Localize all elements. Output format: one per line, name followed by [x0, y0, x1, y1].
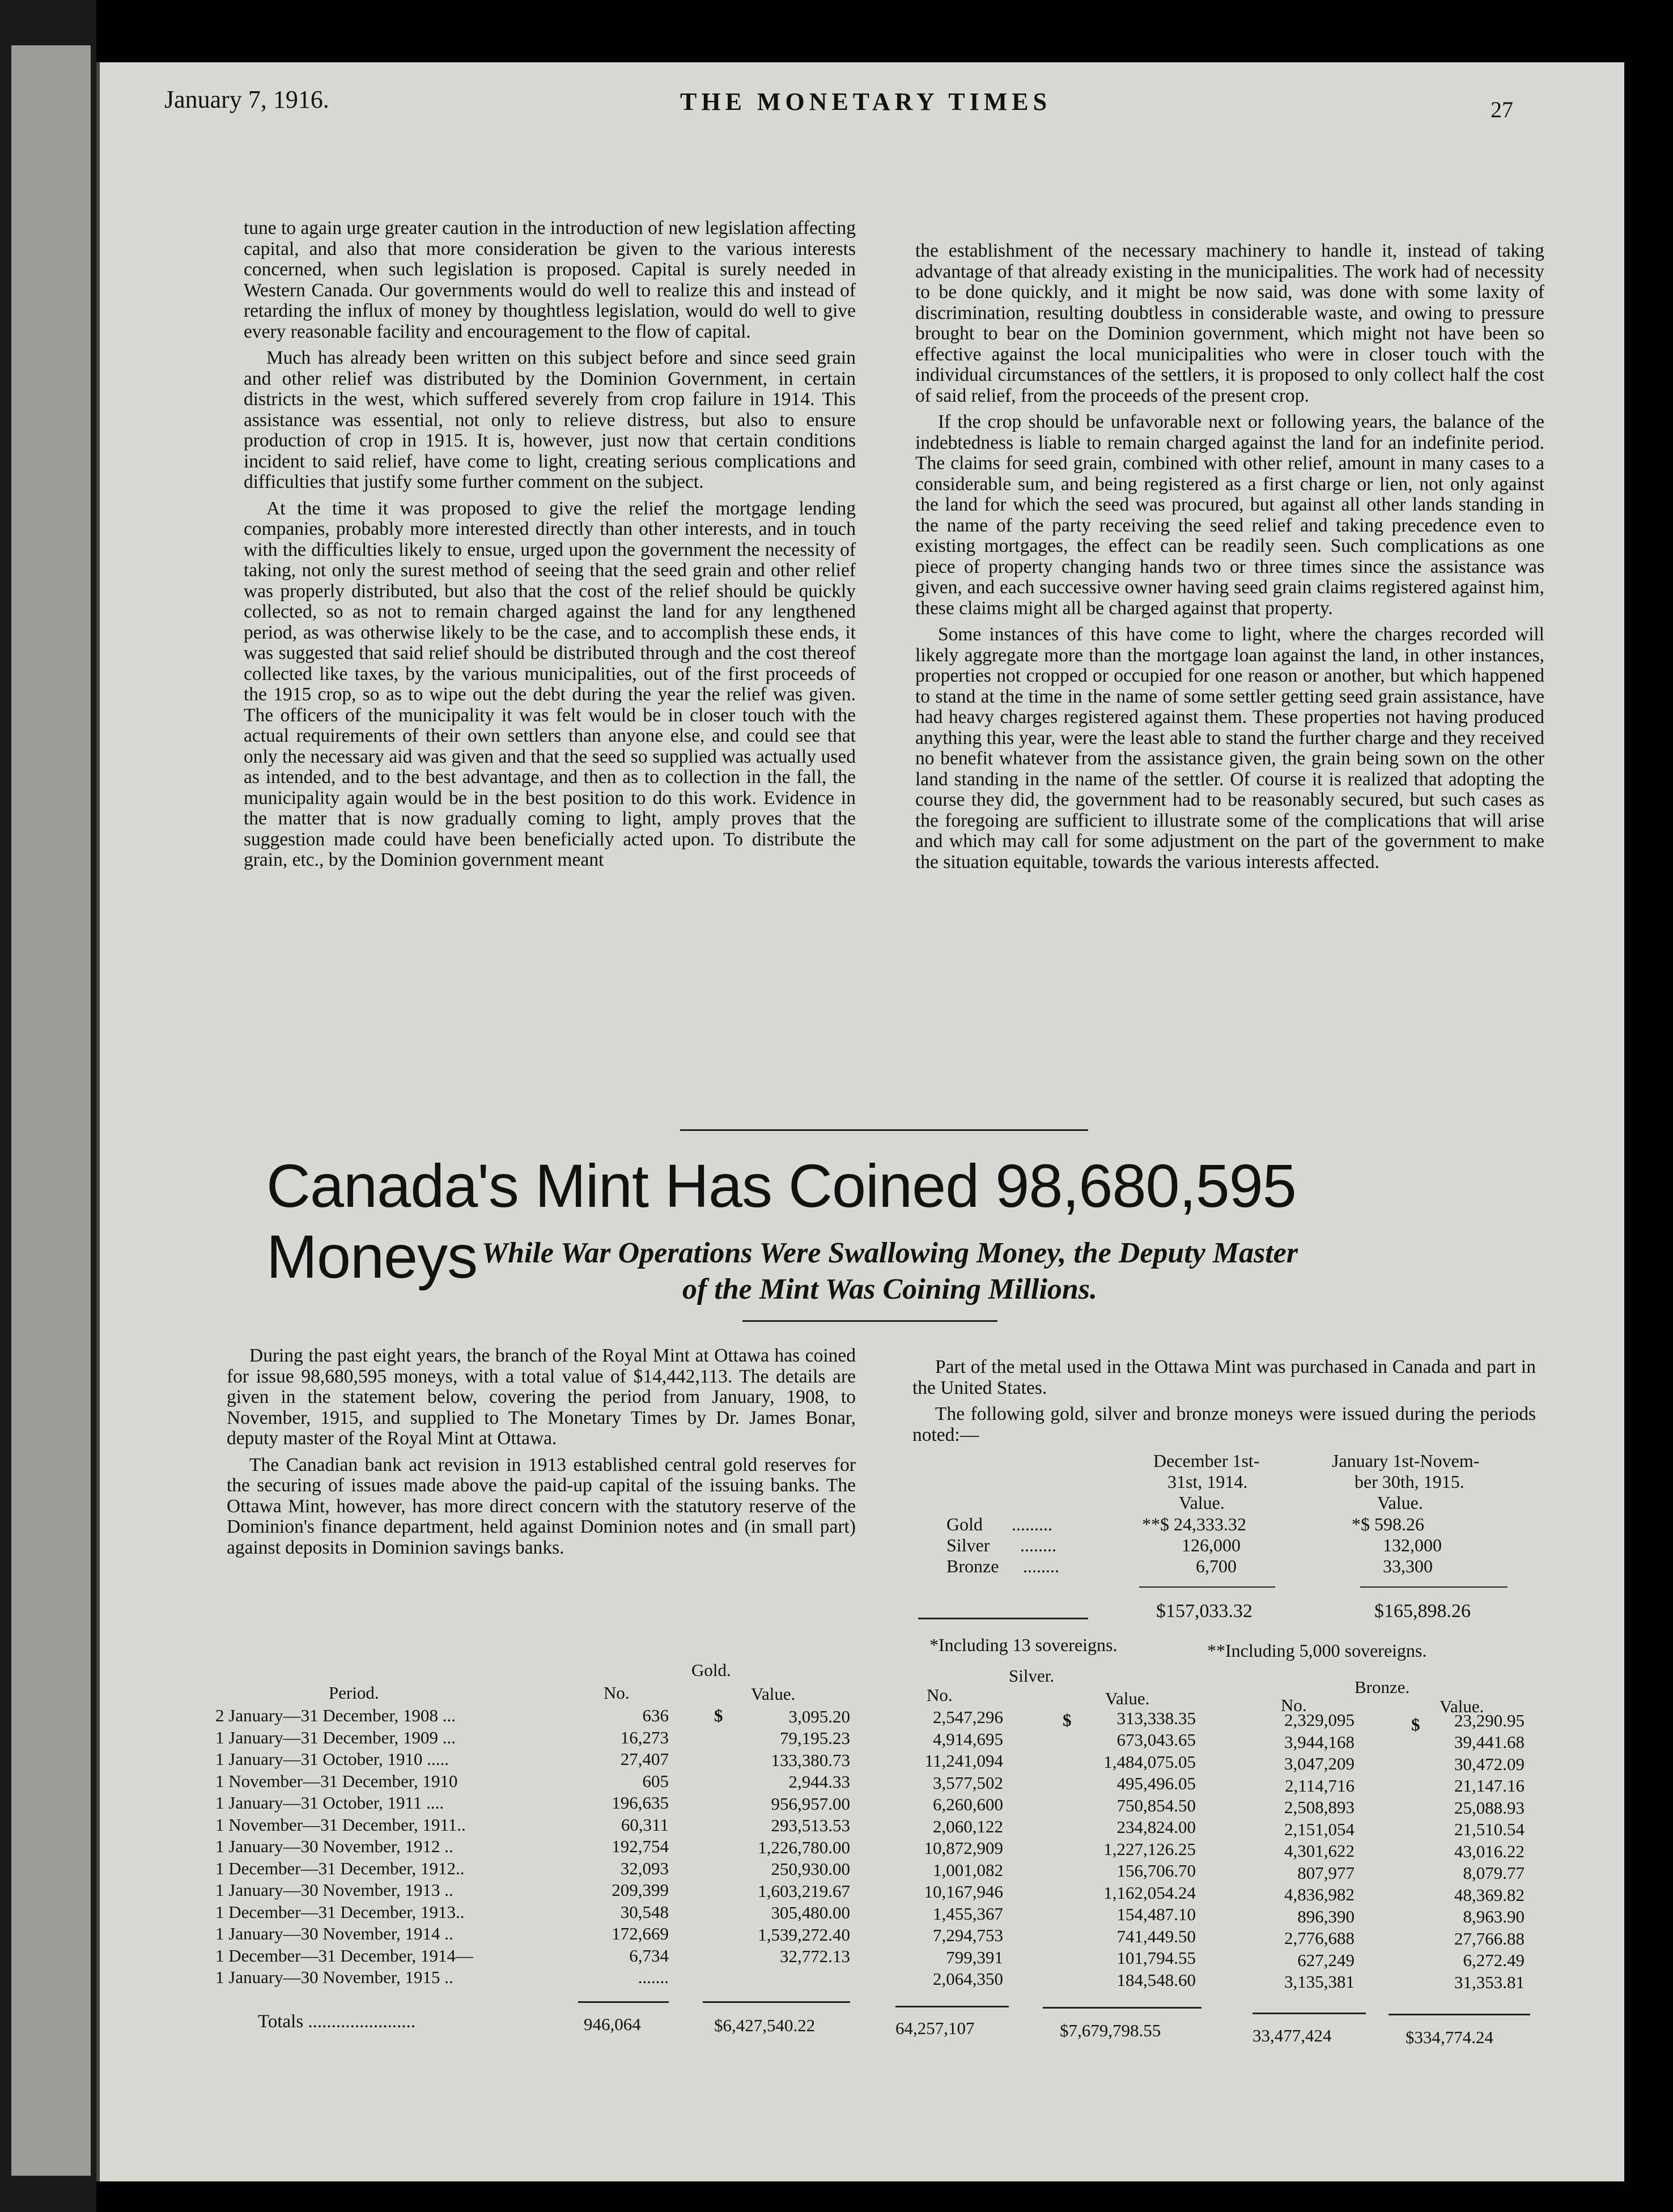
cell-silver-value: 673,043.65 [1116, 1730, 1196, 1750]
cell-gold-no: 192,754 [612, 1836, 669, 1856]
cell-silver-value: 741,449.50 [1116, 1926, 1196, 1946]
cell-bronze-value: 21,510.54 [1454, 1819, 1525, 1840]
metal-label: Silver [946, 1535, 990, 1555]
col-a-head: December 1st- [1153, 1450, 1260, 1471]
cell-gold-value: 133,380.73 [771, 1750, 850, 1770]
cell-period: 1 January—30 November, 1913 .. [215, 1880, 453, 1900]
cell-bronze-no: 4,836,982 [1284, 1885, 1354, 1904]
cell-period: 2 January—31 December, 1908 ... [215, 1705, 456, 1725]
cell-bronze-value: 25,088.93 [1454, 1797, 1525, 1818]
cell-bronze-no: 2,508,893 [1284, 1797, 1354, 1817]
page-header [164, 85, 1513, 136]
cell-period: 1 January—30 November, 1915 .. [215, 1967, 453, 1987]
cell-period: 1 January—31 October, 1910 ..... [215, 1749, 449, 1769]
value-b: 132,000 [1383, 1535, 1442, 1555]
value-a: 6,700 [1196, 1556, 1237, 1576]
value-a: **$ 24,333.32 [1142, 1514, 1246, 1534]
group-header-gold: Gold. [691, 1660, 731, 1680]
coinage-table [215, 1660, 1536, 2102]
paragraph: the establishment of the necessary machinery to handle it, instead of taking advantage of that already existing in the municipalities. The work had of necessity to be done quickly, and it might be now said, was done with some laxity of discrimination, resulting doubtless in considerable waste, and owing to pressure brought to bear on the Dominion government, which might not have been so effective against the local municipalities who were in closer touch with the individual circumstances of the settlers, it is proposed to only collect half the cost of said relief, from the proceeds of the present crop. [915, 240, 1544, 406]
value-b: *$ 598.26 [1352, 1514, 1424, 1534]
paragraph: If the crop should be unfavorable next or following years, the balance of the indebtedness is liable to remain charged against the land for an indefinite period. The claims for seed grain, combined with other relief, amount in many cases to a considerable sum, and being registered as a first charge or lien, not only against the land for which the seed was procured, but against all other lands standing in the name of the party receiving the seed relief and taking precedence even to existing mortgages, the effect can be readily seen. Such complications as one piece of property changing hands two or three times since the assistance was given, and each successive owner having seed grain claims registered against him, these claims might all be charged against that property. [915, 411, 1544, 619]
metal-label: Bronze [946, 1556, 999, 1576]
col-a-head: Value. [1179, 1492, 1225, 1513]
cell-gold-value: 1,603,219.67 [758, 1881, 850, 1901]
total-silver-value: $7,679,798.55 [1060, 2020, 1161, 2040]
cell-bronze-value: 39,441.68 [1454, 1732, 1525, 1752]
header-silver-no: No. [927, 1685, 953, 1705]
cell-silver-value: 234,824.00 [1116, 1817, 1196, 1837]
divider-rule [742, 1320, 997, 1322]
totals-label: Totals ....................... [258, 2011, 416, 2032]
footnote: **Including 5,000 sovereigns. [1207, 1640, 1427, 1661]
cell-bronze-no: 896,390 [1297, 1906, 1354, 1926]
cell-silver-no: 1,001,082 [933, 1860, 1003, 1880]
cell-silver-value: 184,548.60 [1116, 1969, 1196, 1990]
cell-bronze-no: 3,135,381 [1284, 1972, 1354, 1992]
cell-silver-no: 10,872,909 [924, 1838, 1003, 1858]
total-bronze-value: $334,774.24 [1406, 2027, 1493, 2047]
book-spine [0, 0, 96, 2212]
cell-bronze-value: 23,290.95 [1454, 1710, 1525, 1730]
group-header-silver: Silver. [1009, 1666, 1055, 1686]
cell-gold-no: 16,273 [620, 1727, 669, 1747]
paragraph: During the past eight years, the branch of the Royal Mint at Ottawa has coined for issue 98,680,595 moneys, with a total value of $14,442,113. The details are given in the statement below, covering the period from January, 1908, to November, 1915, and supplied to The Monetary Times by Dr. James Bonar, deputy master of the Royal Mint at Ottawa. [227, 1345, 856, 1449]
paragraph: The Canadian bank act revision in 1913 established central gold reserves for the securing of issues made above the paid-up capital of the issuing banks. The Ottawa Mint, however, has more direct concern with the statutory reserve of the Dominion's finance department, held against Dominion notes and (in small part) against deposits in Dominion savings banks. [227, 1454, 856, 1558]
header-gold-no: No. [604, 1683, 630, 1703]
metal-label: Gold [946, 1514, 983, 1534]
col-b-head: ber 30th, 1915. [1354, 1471, 1464, 1492]
cell-silver-value: 156,706.70 [1116, 1861, 1196, 1881]
leader-dots: ........ [1020, 1535, 1056, 1555]
table-rule [1139, 1586, 1275, 1588]
article1-column2 [915, 241, 1544, 878]
cell-gold-value: 250,930.00 [771, 1859, 850, 1879]
cell-period: 1 January—31 December, 1909 ... [215, 1727, 456, 1747]
issue-date: January 7, 1916. [164, 86, 329, 113]
cell-silver-no: 1,455,367 [933, 1903, 1003, 1924]
divider-rule [680, 1129, 1088, 1131]
article-subhead [351, 1235, 1428, 1308]
total-gold-no: 946,064 [584, 2014, 641, 2034]
group-header-bronze: Bronze. [1354, 1677, 1410, 1697]
value-a: 126,000 [1182, 1535, 1241, 1555]
cell-silver-no: 2,064,350 [933, 1969, 1003, 1989]
dollar-sign: $ [714, 1705, 723, 1725]
cell-bronze-value: 43,016.22 [1454, 1841, 1525, 1861]
cell-gold-no: 27,407 [620, 1749, 669, 1769]
paragraph: Some instances of this have come to light, where the charges recorded will likely aggregate more than the mortgage loan against the land, in other instances, properties not cropped or occupied for one reason or another, but which happened to stand at the time in the name of some settler getting seed grain assistance, have had heavy charges registered against them. These properties not having produced anything this year, were the least able to stand the further charge and they received no benefit whatever from the assistance given, the grain being sown on the other land standing in the name of the settler. Of course it is realized that adopting the course they did, the government had to be reasonably secured, but such cases as the foregoing are sufficient to illustrate some of the complications that will arise and which may call for some adjustment on the part of the government to make the situation equitable, towards the various interests affected. [915, 624, 1544, 873]
cell-bronze-value: 21,147.16 [1454, 1776, 1525, 1796]
cell-gold-value: 1,226,780.00 [758, 1837, 850, 1857]
cell-silver-value: 750,854.50 [1116, 1795, 1196, 1815]
article2-column1 [227, 1346, 856, 1564]
dollar-sign: $ [1411, 1715, 1420, 1734]
table-rule [895, 2006, 1009, 2007]
cell-bronze-value: 27,766.88 [1454, 1928, 1525, 1949]
cell-bronze-value: 31,353.81 [1454, 1972, 1525, 1992]
cell-gold-no: 196,635 [612, 1793, 669, 1813]
total-bronze-no: 33,477,424 [1252, 2026, 1332, 2045]
cell-silver-value: 101,794.55 [1116, 1948, 1196, 1968]
table-rule [1043, 2007, 1201, 2009]
paragraph: Part of the metal used in the Ottawa Mint was purchased in Canada and part in the United States. [912, 1356, 1536, 1398]
value-b: 33,300 [1383, 1556, 1433, 1576]
cell-gold-no: 30,548 [620, 1902, 669, 1922]
cell-silver-value: 154,487.10 [1116, 1904, 1196, 1925]
cell-gold-value: 956,957.00 [771, 1793, 850, 1814]
cell-gold-value: 3,095.20 [788, 1706, 850, 1726]
cell-bronze-no: 4,301,622 [1284, 1841, 1354, 1861]
cell-bronze-no: 807,977 [1297, 1862, 1354, 1883]
cell-bronze-no: 2,151,054 [1284, 1819, 1354, 1839]
cell-gold-value: 2,944.33 [788, 1772, 850, 1792]
cell-silver-no: 4,914,695 [933, 1729, 1003, 1749]
cell-gold-no: 6,734 [629, 1945, 669, 1966]
table-rule [703, 2001, 850, 2003]
col-b-head: January 1st-Novem- [1332, 1450, 1480, 1471]
cell-gold-no: 172,669 [612, 1924, 669, 1943]
cell-period: 1 November—31 December, 1910 [215, 1771, 458, 1791]
cell-silver-no: 11,241,094 [924, 1751, 1003, 1771]
cell-gold-value: 1,539,272.40 [758, 1924, 850, 1945]
table-rule [578, 2001, 669, 2003]
leader-dots: ......... [1012, 1514, 1052, 1534]
paragraph: The following gold, silver and bronze moneys were issued during the periods noted:— [912, 1403, 1536, 1445]
col-a-head: 31st, 1914. [1167, 1471, 1248, 1492]
article-headline: Canada's Mint Has Coined 98,680,595 Moneys [266, 1151, 1296, 1291]
cell-silver-no: 10,167,946 [924, 1882, 1003, 1902]
cell-gold-no: 209,399 [612, 1880, 669, 1900]
issue-value-totals [929, 1601, 1553, 1661]
cell-gold-value: 32,772.13 [780, 1946, 850, 1967]
previous-page-edge [11, 45, 91, 2176]
cell-silver-value: 1,162,054.24 [1103, 1882, 1196, 1903]
cell-bronze-value: 30,472.09 [1454, 1754, 1525, 1774]
cell-period: 1 December—31 December, 1913.. [215, 1902, 465, 1922]
header-bronze-value: Value. [1440, 1696, 1484, 1716]
leader-dots: ........ [1023, 1556, 1059, 1576]
cell-bronze-value: 8,963.90 [1463, 1907, 1525, 1927]
cell-silver-no: 3,577,502 [933, 1772, 1003, 1793]
cell-silver-value: 1,484,075.05 [1103, 1751, 1196, 1772]
cell-gold-value: 305,480.00 [771, 1903, 850, 1923]
header-gold-value: Value. [751, 1684, 796, 1704]
col-b-head: Value. [1377, 1492, 1423, 1513]
cell-period: 1 January—30 November, 1914 .. [215, 1924, 453, 1943]
cell-silver-no: 7,294,753 [933, 1925, 1003, 1946]
cell-bronze-value: 8,079.77 [1463, 1863, 1525, 1883]
cell-period: 1 January—30 November, 1912 .. [215, 1836, 453, 1856]
cell-bronze-value: 6,272.49 [1463, 1950, 1525, 1971]
dollar-sign: $ [1063, 1710, 1072, 1730]
page-number: 27 [1491, 97, 1513, 122]
cell-period: 1 December—31 December, 1912.. [215, 1858, 465, 1878]
cell-gold-no: 636 [642, 1705, 669, 1725]
cell-bronze-no: 3,047,209 [1284, 1754, 1354, 1773]
subhead-line: of the Mint Was Coining Millions. [682, 1273, 1098, 1305]
publication-title: THE MONETARY TIMES [680, 88, 1052, 116]
cell-bronze-no: 2,114,716 [1285, 1775, 1354, 1796]
header-period: Period. [329, 1683, 379, 1703]
cell-gold-value: 79,195.23 [780, 1728, 850, 1749]
paragraph: tune to again urge greater caution in the introduction of new legislation affecting capital, and also that more consideration be given to the various interests concerned, when such legislation is proposed. Capital is surely needed in Western Canada. Our governments would do well to realize this and instead of retarding the influx of money by thoughtless legislation, would do well to give every reasonable facility and encouragement to the flow of capital. [244, 218, 856, 342]
cell-bronze-no: 3,944,168 [1284, 1732, 1354, 1752]
total-gold-value: $6,427,540.22 [714, 2015, 816, 2035]
total-a: $157,033.32 [1156, 1601, 1252, 1622]
cell-bronze-value: 48,369.82 [1454, 1885, 1525, 1905]
cell-silver-no: 6,260,600 [933, 1794, 1003, 1815]
header-silver-value: Value. [1105, 1688, 1150, 1708]
cell-silver-value: 1,227,126.25 [1103, 1839, 1196, 1859]
paragraph: At the time it was proposed to give the relief the mortgage lending companies, probably more interested directly than other interests, and in touch with the difficulties likely to ensue, urged upon the government the necessity of taking, not only the surest method of seeing that the seed grain and other relief was properly distributed, but also that the cost of the relief should be quickly collected, so as not to remain charged against the land for any lengthened period, as was otherwise likely to be the case, and to accomplish these ends, it was suggested that said relief should be distributed through and the cost thereof collected like taxes, by the various municipalities, out of the first proceeds of the 1915 crop, so as to wipe out the debt during the year the relief was given. The officers of the municipality it was felt would be in closer touch with the actual requirements of their own settlers than anyone else, and could see that only the necessary aid was given and that the seed so supplied was actually used as intended, and to the best advantage, and then as to collection in the fall, the municipality again would be in the best position to do this work. Evidence in the matter that is now gradually coming to light, amply proves that the suggestion made could have been beneficially acted upon. To distribute the grain, etc., by the Dominion government meant [244, 497, 856, 870]
cell-silver-no: 2,060,122 [933, 1816, 1003, 1836]
header-bronze-no: No. [1281, 1695, 1307, 1715]
cell-gold-value: 293,513.53 [771, 1815, 850, 1836]
cell-bronze-no: 2,776,688 [1284, 1928, 1354, 1948]
cell-bronze-no: 2,329,095 [1284, 1710, 1354, 1730]
cell-period: 1 December—31 December, 1914— [215, 1945, 473, 1966]
total-b: $165,898.26 [1374, 1601, 1471, 1622]
cell-gold-no: 605 [642, 1771, 669, 1791]
paragraph: Much has already been written on this subject before and since seed grain and other relief was distributed by the Dominion Government, in certain districts in the west, which suffered severely from crop failure in 1914. This assistance was essential, not only to relieve distress, but also to ensure production of crop in 1915. It is, however, just now that certain conditions incident to said relief, have come to light, creating serious complications and difficulties that justify some further comment on the subject. [244, 347, 856, 492]
cell-silver-value: 313,338.35 [1116, 1708, 1196, 1728]
footnote: *Including 13 sovereigns. [929, 1635, 1118, 1655]
cell-silver-no: 799,391 [946, 1947, 1003, 1967]
total-silver-no: 64,257,107 [895, 2018, 975, 2038]
cell-period: 1 January—31 October, 1911 .... [215, 1793, 444, 1813]
article2-column2 [912, 1357, 1536, 1451]
table-rule [1388, 2014, 1530, 2015]
table-rule [1252, 2013, 1366, 2014]
article1-column1 [244, 218, 856, 877]
cell-silver-value: 495,496.05 [1116, 1773, 1196, 1794]
cell-period: 1 November—31 December, 1911.. [215, 1814, 466, 1835]
cell-gold-no: ....... [638, 1967, 669, 1987]
cell-bronze-no: 627,249 [1297, 1950, 1354, 1970]
cell-gold-no: 32,093 [620, 1858, 669, 1878]
cell-gold-no: 60,311 [621, 1814, 669, 1835]
table-rule [1360, 1586, 1508, 1588]
subhead-line: While War Operations Were Swallowing Money, the Deputy Master [481, 1237, 1298, 1269]
cell-silver-no: 2,547,296 [933, 1707, 1003, 1728]
